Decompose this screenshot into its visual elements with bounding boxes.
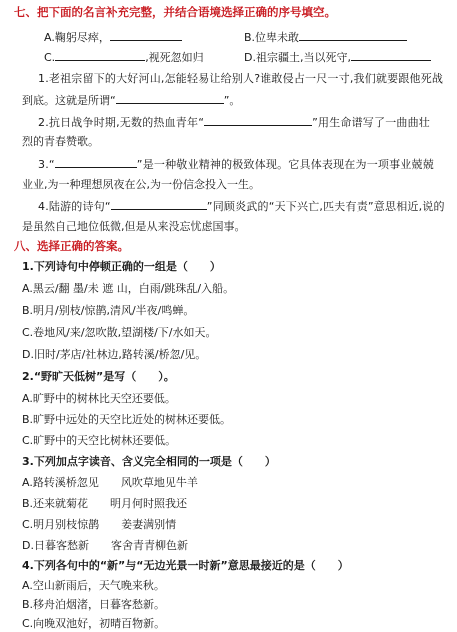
q8-2-option-c[interactable]: C.旷野中的天空比树林还要低。 [22,434,177,447]
blank-b[interactable] [299,29,407,41]
option-c-prefix: C. [44,51,56,64]
q7-2-suffix: ”用生命谱写了一曲曲壮 [312,116,430,129]
q8-2: 2.“野旷天低树”是写（ ）。 [22,370,175,383]
q8-2-option-b[interactable]: B.旷野中远处的天空比近处的树林还要低。 [22,413,232,426]
q8-3-option-c[interactable]: C.明月别枝惊鹊 姜妻满别情 [22,518,177,531]
q7-3-prefix: 3.“ [38,158,55,171]
q8-1-option-a[interactable]: A.黑云/翻 墨/未 遮 山，白雨/跳珠乱/入船。 [22,282,235,295]
section-7-heading: 七、把下面的名言补充完整，并结合语境选择正确的序号填空。 [14,5,336,19]
q7-4-line2: 是虽然自己地位低微,但是从来没忘忧虑国事。 [22,220,246,233]
blank-q7-3[interactable] [55,156,137,168]
option-c [44,49,204,66]
option-d [244,49,431,66]
blank-d[interactable] [351,49,431,61]
q7-4-suffix: ”同顾炎武的“天下兴亡,匹夫有责”意思相近,说的 [206,200,445,213]
blank-c[interactable] [55,49,145,61]
option-a-text: A.鞠躬尽瘁， [44,31,110,44]
q8-3-option-a[interactable]: A.路转溪桥忽见 风吹草地见牛羊 [22,476,198,489]
option-b-text: B.位卑未敢 [244,31,300,44]
q7-3-suffix: ”是一种敬业精神的极致体现。它具体表现在为一项事业兢兢 [136,158,434,171]
q7-1-suffix: ”。 [223,94,241,107]
q8-1: 1.下列诗句中停顿正确的一组是（ ） [22,260,221,273]
q7-4-line1 [38,198,445,215]
q8-1-option-d[interactable]: D.旧时/茅店/社林边,路转溪/桥忽/见。 [22,348,207,361]
q8-4-option-a[interactable]: A.空山新雨后，天气晚来秋。 [22,579,165,592]
q7-2-line2: 烈的青春赞歌。 [22,135,99,148]
q7-2-line1 [38,114,430,131]
blank-q7-1[interactable] [116,92,224,104]
q8-4: 4.下列各句中的“新”与“无边光景一时新”意思最接近的是（ ） [22,559,349,572]
q7-2-prefix: 2.抗日战争时期,无数的热血青年“ [38,116,205,129]
blank-a[interactable] [110,29,182,41]
q8-3: 3.下列加点字读音、含义完全相同的一项是（ ） [22,455,276,468]
blank-q7-2[interactable] [204,114,312,126]
q8-2-option-a[interactable]: A.旷野中的树林比天空还要低。 [22,392,176,405]
blank-q7-4[interactable] [111,198,207,210]
option-c-text: ,视死忽如归 [145,51,204,64]
q7-3-line2: 业业,为一种理想夙夜在公,为一份信念投入一生。 [22,178,260,191]
q8-1-option-b[interactable]: B.明月/别枝/惊鹊,清风/半夜/鸣蝉。 [22,304,195,317]
section-8-heading: 八、选择正确的答案。 [14,239,129,253]
option-d-text: D.祖宗疆土,当以死守, [244,51,351,64]
q8-1-option-c[interactable]: C.卷地风/来/忽吹散,望湖楼/下/水如天。 [22,326,217,339]
q7-4-prefix: 4.陆游的诗句“ [38,200,111,213]
q8-4-option-b[interactable]: B.移舟泊烟渚，日暮客愁新。 [22,598,166,611]
q8-4-option-c[interactable]: C.向晚双池好，初晴百物新。 [22,617,166,630]
q7-1-line1: 1.老祖宗留下的大好河山,怎能轻易让给别人?谁敢侵占一尺一寸,我们就要跟他死战 [38,72,444,85]
q7-1-line2 [22,92,240,109]
option-a [44,29,182,46]
option-b [244,29,407,46]
q7-3-line1 [38,156,434,173]
q8-3-option-d[interactable]: D.日暮客愁新 客舍青青柳色新 [22,539,188,552]
q8-3-option-b[interactable]: B.还来就菊花 明月何时照我还 [22,497,188,510]
q7-1-prefix: 到底。这就是所谓“ [22,94,116,107]
